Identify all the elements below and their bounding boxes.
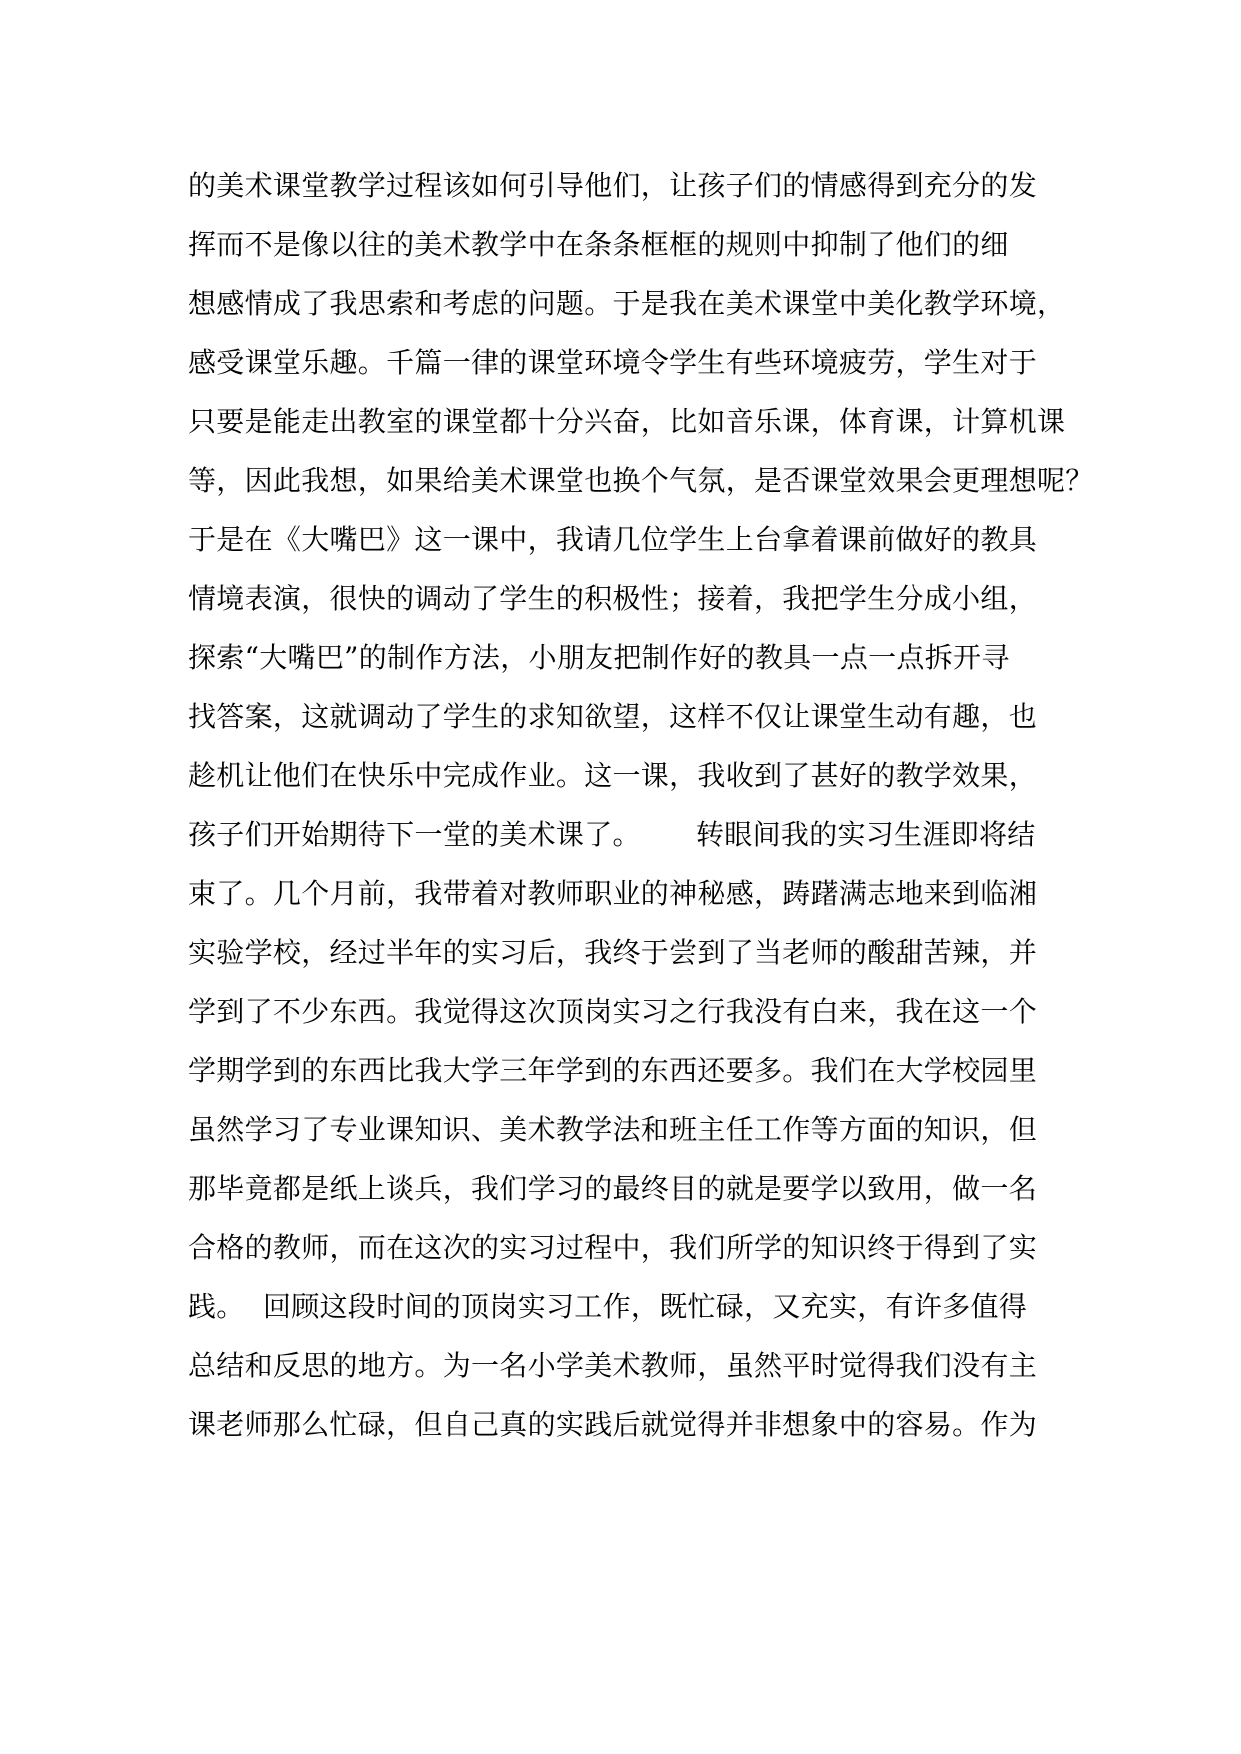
text-line: 挥而不是像以往的美术教学中在条条框框的规则中抑制了他们的细 bbox=[188, 228, 1009, 261]
text-line: 践。 回顾这段时间的顶岗实习工作，既忙碌，又充实，有许多值得 bbox=[188, 1290, 1028, 1323]
text-line: 孩子们开始期待下一堂的美术课了。 转眼间我的实习生涯即将结 bbox=[188, 818, 1036, 851]
text-line: 于是在《大嘴巴》这一课中，我请几位学生上台拿着课前做好的教具 bbox=[188, 523, 1038, 556]
text-line: 找答案，这就调动了学生的求知欲望，这样不仅让课堂生动有趣，也 bbox=[188, 700, 1038, 733]
text-line: 束了。几个月前，我带着对教师职业的神秘感，踌躇满志地来到临湘 bbox=[188, 877, 1038, 910]
text-line: 探索“大嘴巴”的制作方法，小朋友把制作好的教具一点一点拆开寻 bbox=[188, 641, 1010, 674]
body-text bbox=[188, 156, 1094, 1454]
text-line: 想感情成了我思索和考虑的问题。于是我在美术课堂中美化教学环境， bbox=[188, 287, 1066, 320]
text-line: 虽然学习了专业课知识、美术教学法和班主任工作等方面的知识，但 bbox=[188, 1113, 1038, 1146]
text-line: 学到了不少东西。我觉得这次顶岗实习之行我没有白来，我在这一个 bbox=[188, 995, 1038, 1028]
text-line: 合格的教师，而在这次的实习过程中，我们所学的知识终于得到了实 bbox=[188, 1231, 1038, 1264]
text-line: 趁机让他们在快乐中完成作业。这一课，我收到了甚好的教学效果， bbox=[188, 759, 1038, 792]
text-line: 等，因此我想，如果给美术课堂也换个气氛，是否课堂效果会更理想呢？ bbox=[188, 464, 1094, 497]
text-line: 学期学到的东西比我大学三年学到的东西还要多。我们在大学校园里 bbox=[188, 1054, 1038, 1087]
text-line: 实验学校，经过半年的实习后，我终于尝到了当老师的酸甜苦辣，并 bbox=[188, 936, 1038, 969]
text-line: 那毕竟都是纸上谈兵，我们学习的最终目的就是要学以致用，做一名 bbox=[188, 1172, 1038, 1205]
text-line: 情境表演，很快的调动了学生的积极性；接着，我把学生分成小组， bbox=[188, 582, 1038, 615]
text-line: 只要是能走出教室的课堂都十分兴奋，比如音乐课，体育课，计算机课 bbox=[188, 405, 1066, 438]
text-line: 的美术课堂教学过程该如何引导他们，让孩子们的情感得到充分的发 bbox=[188, 169, 1038, 202]
text-line: 感受课堂乐趣。千篇一律的课堂环境令学生有些环境疲劳，学生对于 bbox=[188, 346, 1038, 379]
text-line: 课老师那么忙碌，但自己真的实践后就觉得并非想象中的容易。作为 bbox=[188, 1408, 1038, 1441]
text-line: 总结和反思的地方。为一名小学美术教师，虽然平时觉得我们没有主 bbox=[188, 1349, 1038, 1382]
